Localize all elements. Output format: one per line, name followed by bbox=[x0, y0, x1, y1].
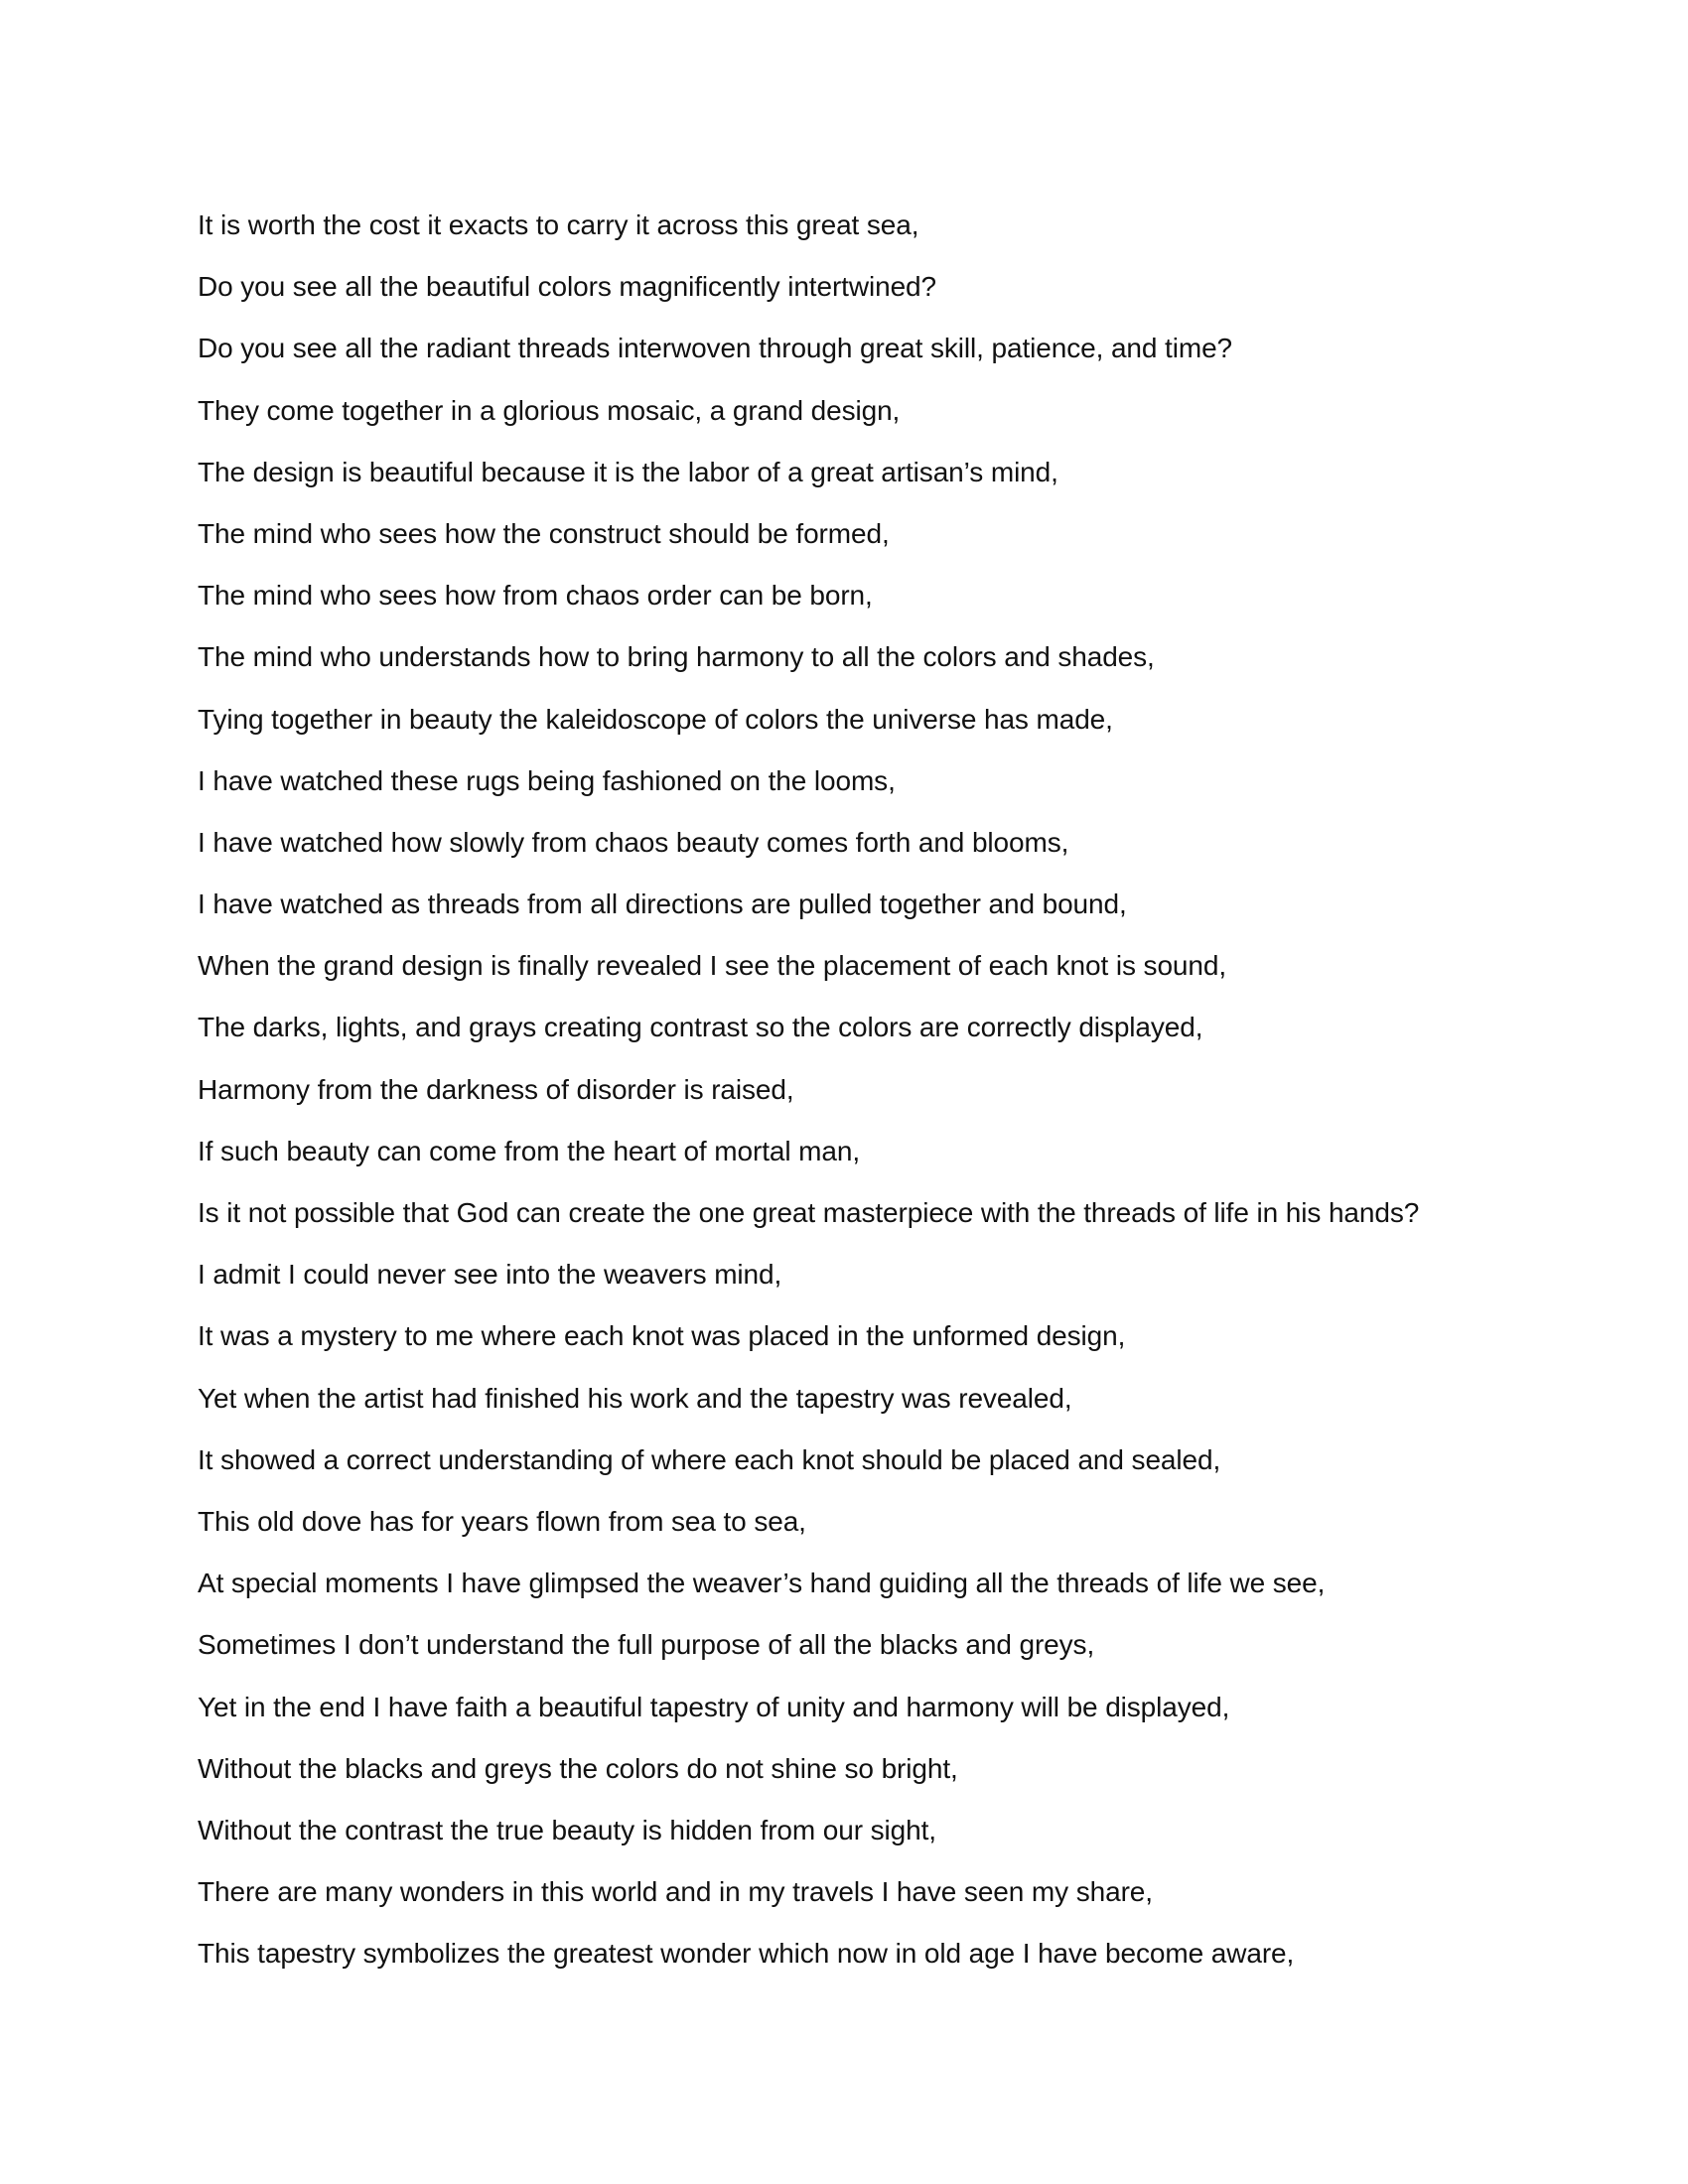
poem-line: There are many wonders in this world and in my travels I have seen my share, bbox=[198, 1876, 1153, 1908]
poem-line: I admit I could never see into the weavers mind, bbox=[198, 1259, 782, 1291]
poem-line: Yet when the artist had finished his work and the tapestry was revealed, bbox=[198, 1382, 1072, 1414]
poem-line: Do you see all the beautiful colors magnificently intertwined? bbox=[198, 271, 936, 303]
poem-line: It was a mystery to me where each knot was placed in the unformed design, bbox=[198, 1320, 1126, 1352]
poem-line: At special moments I have glimpsed the weaver’s hand guiding all the threads of life we see, bbox=[198, 1568, 1326, 1599]
poem-line: The darks, lights, and grays creating contrast so the colors are correctly displayed, bbox=[198, 1012, 1203, 1043]
poem-line: If such beauty can come from the heart of mortal man, bbox=[198, 1135, 861, 1166]
poem-line: The mind who understands how to bring harmony to all the colors and shades, bbox=[198, 641, 1155, 673]
poem-line: The mind who sees how from chaos order can be born, bbox=[198, 580, 873, 612]
poem-line: They come together in a glorious mosaic, a grand design, bbox=[198, 394, 901, 426]
poem-line: The mind who sees how the construct should be formed, bbox=[198, 517, 890, 549]
poem-line: Do you see all the radiant threads interwoven through great skill, patience, and time? bbox=[198, 333, 1233, 364]
poem-line: I have watched as threads from all directions are pulled together and bound, bbox=[198, 888, 1127, 920]
poem-line: When the grand design is finally revealed I see the placement of each knot is sound, bbox=[198, 950, 1227, 982]
poem-line: Sometimes I don’t understand the full purpose of all the blacks and greys, bbox=[198, 1629, 1095, 1661]
poem-line: This tapestry symbolizes the greatest wonder which now in old age I have become aware, bbox=[198, 1938, 1295, 1970]
poem-line: Harmony from the darkness of disorder is raised, bbox=[198, 1073, 794, 1105]
poem-line: The design is beautiful because it is the labor of a great artisan’s mind, bbox=[198, 456, 1058, 487]
poem-line: I have watched these rugs being fashioned on the looms, bbox=[198, 764, 896, 796]
poem-line: Tying together in beauty the kaleidoscope of colors the universe has made, bbox=[198, 703, 1113, 735]
poem-line: Is it not possible that God can create the one great masterpiece with the threads of life in his hands? bbox=[198, 1197, 1420, 1228]
poem-line: It is worth the cost it exacts to carry it across this great sea, bbox=[198, 209, 919, 240]
poem-line: I have watched how slowly from chaos beauty comes forth and blooms, bbox=[198, 826, 1069, 858]
poem-line: Without the contrast the true beauty is hidden from our sight, bbox=[198, 1814, 936, 1845]
poem-line: This old dove has for years flown from sea to sea, bbox=[198, 1505, 806, 1537]
poem-line: Yet in the end I have faith a beautiful tapestry of unity and harmony will be displayed, bbox=[198, 1691, 1230, 1722]
poem-line: Without the blacks and greys the colors do not shine so bright, bbox=[198, 1752, 958, 1784]
poem-body bbox=[198, 195, 1608, 1984]
poem-line: It showed a correct understanding of where each knot should be placed and sealed, bbox=[198, 1443, 1221, 1475]
